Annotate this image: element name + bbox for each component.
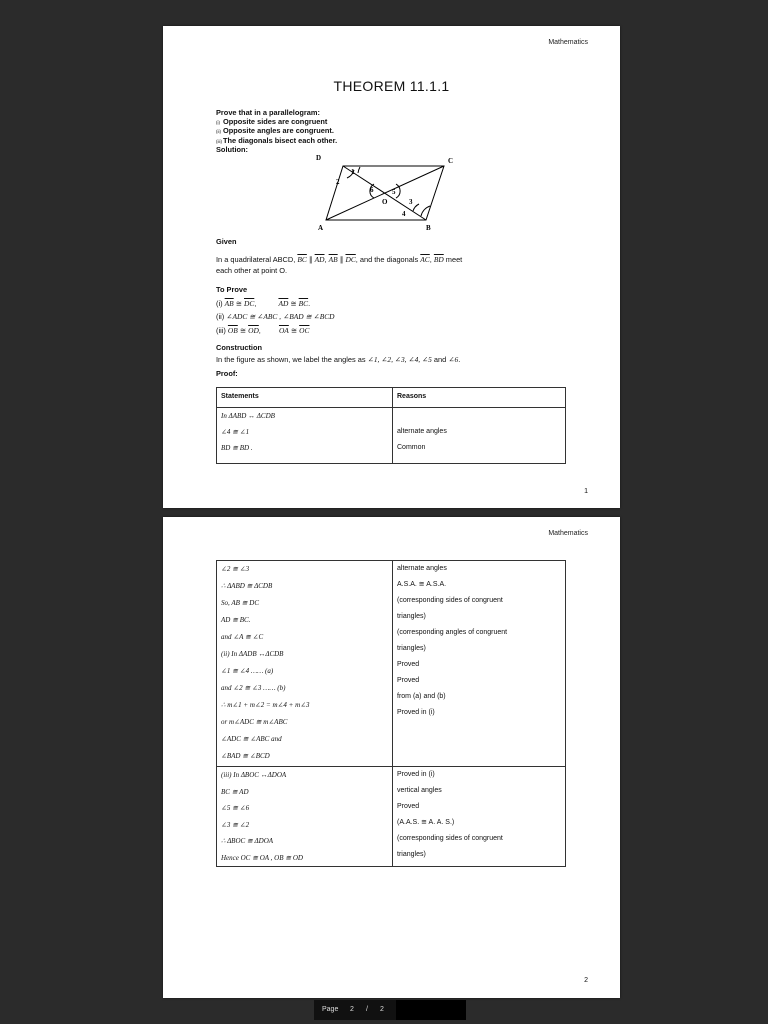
document-page-2 xyxy=(163,517,620,998)
construction-heading: Construction xyxy=(216,343,262,352)
statement-cell: ∠ADC ≅ ∠ABC and xyxy=(221,735,282,743)
statement-cell: Hence OC ≅ OA , OB ≅ OD xyxy=(221,853,303,862)
prove-item: (i) Opposite sides are congruent xyxy=(216,117,328,127)
page-number: 2 xyxy=(584,977,588,984)
document-page-1 xyxy=(163,26,620,508)
statement-cell: BD ≅ BD . xyxy=(221,444,253,452)
statement-cell: or m∠ADC ≅ m∠ABC xyxy=(221,718,288,726)
reason-cell: triangles) xyxy=(397,851,426,858)
page-separator: / xyxy=(366,1006,368,1013)
parallelogram-figure xyxy=(306,154,466,234)
to-prove-line-2: (ii) ∠ADC ≅ ∠ABC , ∠BAD ≅ ∠BCD xyxy=(216,312,335,321)
page-header: Mathematics xyxy=(548,39,588,46)
statement-cell: ∠5 ≅ ∠6 xyxy=(221,804,250,812)
page-navigation-bar xyxy=(314,1000,466,1020)
statement-cell: AD ≅ BC. xyxy=(221,616,251,624)
statement-cell: ∠4 ≅ ∠1 xyxy=(221,428,250,436)
angle-label-3: 3 xyxy=(409,198,413,206)
statement-cell: ∴ ΔABD ≅ ΔCDB xyxy=(221,582,273,590)
prove-statement xyxy=(216,108,337,154)
reason-cell: (corresponding angles of congruent xyxy=(397,629,508,636)
angle-arc-3 xyxy=(413,204,419,211)
diagonal-bd xyxy=(343,166,426,220)
reason-cell: from (a) and (b) xyxy=(397,693,446,700)
given-text: In a quadrilateral ABCD, $\overline{BC}$ ∥ $\overline{AD}$, $\overline{AB}$ ∥ $\overline{DC}$, and the diagonals $\overline{AC}$, $\overline{BD}$ meet each other at point O. xyxy=(216,255,463,275)
reason-cell: (A.A.S. ≅ A. A. S.) xyxy=(397,819,455,826)
page-header: Mathematics xyxy=(548,530,588,537)
vertex-label-a: A xyxy=(318,224,324,232)
page-label: Page xyxy=(322,1006,339,1013)
angle-label-6: 6 xyxy=(370,186,374,194)
proof-table-continued xyxy=(216,560,566,867)
vertex-label-d: D xyxy=(316,154,322,162)
reason-cell xyxy=(393,408,565,424)
statement-cell: and ∠2 ≅ ∠3 …… (b) xyxy=(221,684,286,692)
reason-cell: Proved in (i) xyxy=(397,709,435,716)
reason-cell: (corresponding sides of congruent xyxy=(397,835,503,842)
reason-cell: alternate angles xyxy=(397,565,447,572)
to-prove-line-1: (i) $\overline{AB}$ ≅ $\overline{DC}$, $\overline{AD}$ ≅ $\overline{BC}$. xyxy=(216,299,311,308)
reason-cell: triangles) xyxy=(397,613,426,620)
statement-cell: So, AB ≅ DC xyxy=(221,599,260,607)
to-prove-line-3: (iii) $\overline{OB}$ ≅ $\overline{OD}$, $\overline{OA}$ ≅ $\overline{OC}$ xyxy=(216,326,310,335)
statement-cell: (ii) In ΔADB ↔ΔCDB xyxy=(221,650,284,658)
point-label-o: O xyxy=(382,198,388,206)
given-heading: Given xyxy=(216,237,237,246)
prove-intro: Prove that in a parallelogram: xyxy=(216,108,320,117)
statement-cell: ∴ ΔBOC ≅ ΔDOA xyxy=(221,837,274,845)
vertex-label-b: B xyxy=(426,224,431,232)
statement-cell: ∠BAD ≅ ∠BCD xyxy=(221,752,270,760)
angle-label-2: 2 xyxy=(336,178,340,186)
reason-cell: Proved xyxy=(397,803,420,810)
proof-heading: Proof: xyxy=(216,369,238,378)
reason-cell: Common xyxy=(397,444,426,451)
angle-label-1: 1 xyxy=(351,168,355,176)
reason-cell: Proved xyxy=(397,677,420,684)
table-header-reasons: Reasons xyxy=(397,393,427,400)
statement-cell: (iii) In ΔBOC ↔ΔDOA xyxy=(221,771,287,779)
total-pages: 2 xyxy=(380,1006,384,1013)
toolbar-controls-area xyxy=(396,1000,466,1020)
reason-cell: alternate angles xyxy=(397,428,447,435)
reason-cell: (corresponding sides of congruent xyxy=(397,597,503,604)
theorem-title: THEOREM 11.1.1 xyxy=(333,78,450,94)
to-prove-heading: To Prove xyxy=(216,285,248,294)
statement-cell: ∴ m∠1 + m∠2 = m∠4 + m∠3 xyxy=(221,701,310,709)
current-page-input[interactable]: 2 xyxy=(350,1006,354,1013)
table-header-statements: Statements xyxy=(221,393,259,400)
page-number: 1 xyxy=(584,488,588,495)
reason-cell: vertical angles xyxy=(397,787,442,794)
reason-cell: Proved xyxy=(397,661,420,668)
statement-cell: and ∠A ≅ ∠C xyxy=(221,633,264,641)
prove-item: (iii) The diagonals bisect each other. xyxy=(216,135,338,145)
construction-text: In the figure as shown, we label the angles as ∠1, ∠2, ∠3, ∠4, ∠5 and ∠6. xyxy=(216,355,461,364)
reason-cell: triangles) xyxy=(397,645,426,652)
statement-cell: In ΔABD ↔ ΔCDB xyxy=(221,412,275,420)
angle-arc-1 xyxy=(358,167,360,173)
statement-cell: BC ≅ AD xyxy=(221,787,249,796)
vertex-label-c: C xyxy=(448,157,454,165)
angle-label-5: 5 xyxy=(392,188,396,196)
statement-cell: ∠3 ≅ ∠2 xyxy=(221,820,250,829)
reason-cell: Proved in (i) xyxy=(397,771,435,778)
solution-label: Solution: xyxy=(216,144,249,154)
prove-item: (ii) Opposite angles are congruent. xyxy=(216,126,334,136)
statement-cell: ∠1 ≅ ∠4 …… (a) xyxy=(221,667,274,675)
reason-cell: A.S.A. ≅ A.S.A. xyxy=(397,581,447,588)
proof-table xyxy=(216,387,566,464)
statement-cell: ∠2 ≅ ∠3 xyxy=(221,565,250,573)
angle-label-4: 4 xyxy=(402,210,406,218)
